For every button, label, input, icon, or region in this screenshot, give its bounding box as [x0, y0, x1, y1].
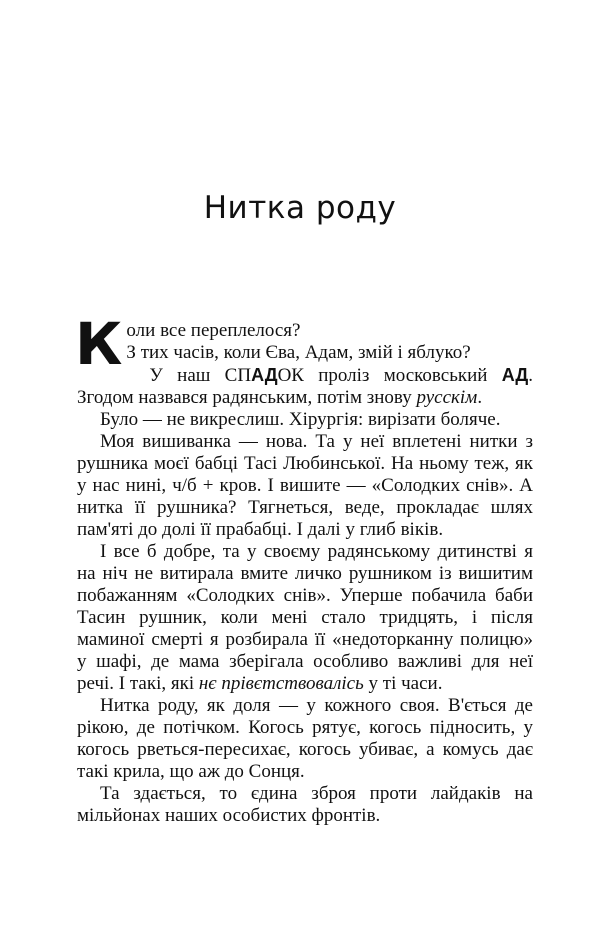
p2-text-c: ОК проліз московський	[277, 365, 502, 386]
drop-cap: К	[75, 310, 123, 378]
paragraph-5	[77, 541, 533, 695]
p2-text-g: .	[477, 387, 483, 408]
p2-emphasis-ad-1: АД	[251, 365, 278, 385]
p2-emphasis-ad-2: АД	[501, 365, 529, 385]
opening-line-2: З тих часів, коли Єва, Адам, змій і яблуко?	[126, 342, 471, 363]
paragraph-3: Було — не викреслиш. Хірургія: вирізати боляче.	[100, 409, 501, 430]
paragraph-7: Та здається, то єдина зброя проти лайдаків на мільйонах наших особистих фронтів.	[77, 783, 533, 826]
opening-line-1: оли все переплелося?	[126, 320, 301, 341]
chapter-body	[75, 310, 533, 827]
chapter-title: Нитка роду	[203, 190, 397, 226]
p5-text-c: у ті часи.	[363, 673, 443, 694]
paragraph-4: Моя вишиванка — нова. Та у неї вплетені нитки з рушника моєї бабці Тасі Любинської. На ньому теж, як у нас нині, ч/б + кров. І вишите — «Солодких снів». А нитка її рушника? Тягнеться, веде, прокладає шлях пам'яті до долі її прабабці. І далі у глиб віків.	[77, 431, 533, 540]
p5-text-a: І все б добре, та у своєму радянському дитинстві я на ніч не витирала вмите личко рушником із вишитим побажанням «Солодких снів». Уперше побачила баби Тасин рушник, коли мені стало тридцять, і після маминої смерті я розбирала її «недоторканну полицю» у шафі, де мама зберігала особливо важливі для неї речі. І такі, які	[77, 541, 533, 694]
p2-text-e: . Згодом назвався радянським, потім знову	[77, 365, 533, 408]
paragraph-6: Нитка роду, як доля — у кожного своя. В'ється де рікою, де потічком. Когось рятує, когось підносить, у когось рветься-пересихає, когось убиває, а комусь дає такі крила, що аж до Сонця.	[77, 695, 533, 782]
p2-text-a: У наш СП	[149, 365, 252, 386]
paragraph-2	[77, 364, 533, 409]
p5-italic-phrase: нє прівєтствовалісь	[198, 673, 364, 694]
p2-italic-word: русскім	[416, 387, 478, 408]
